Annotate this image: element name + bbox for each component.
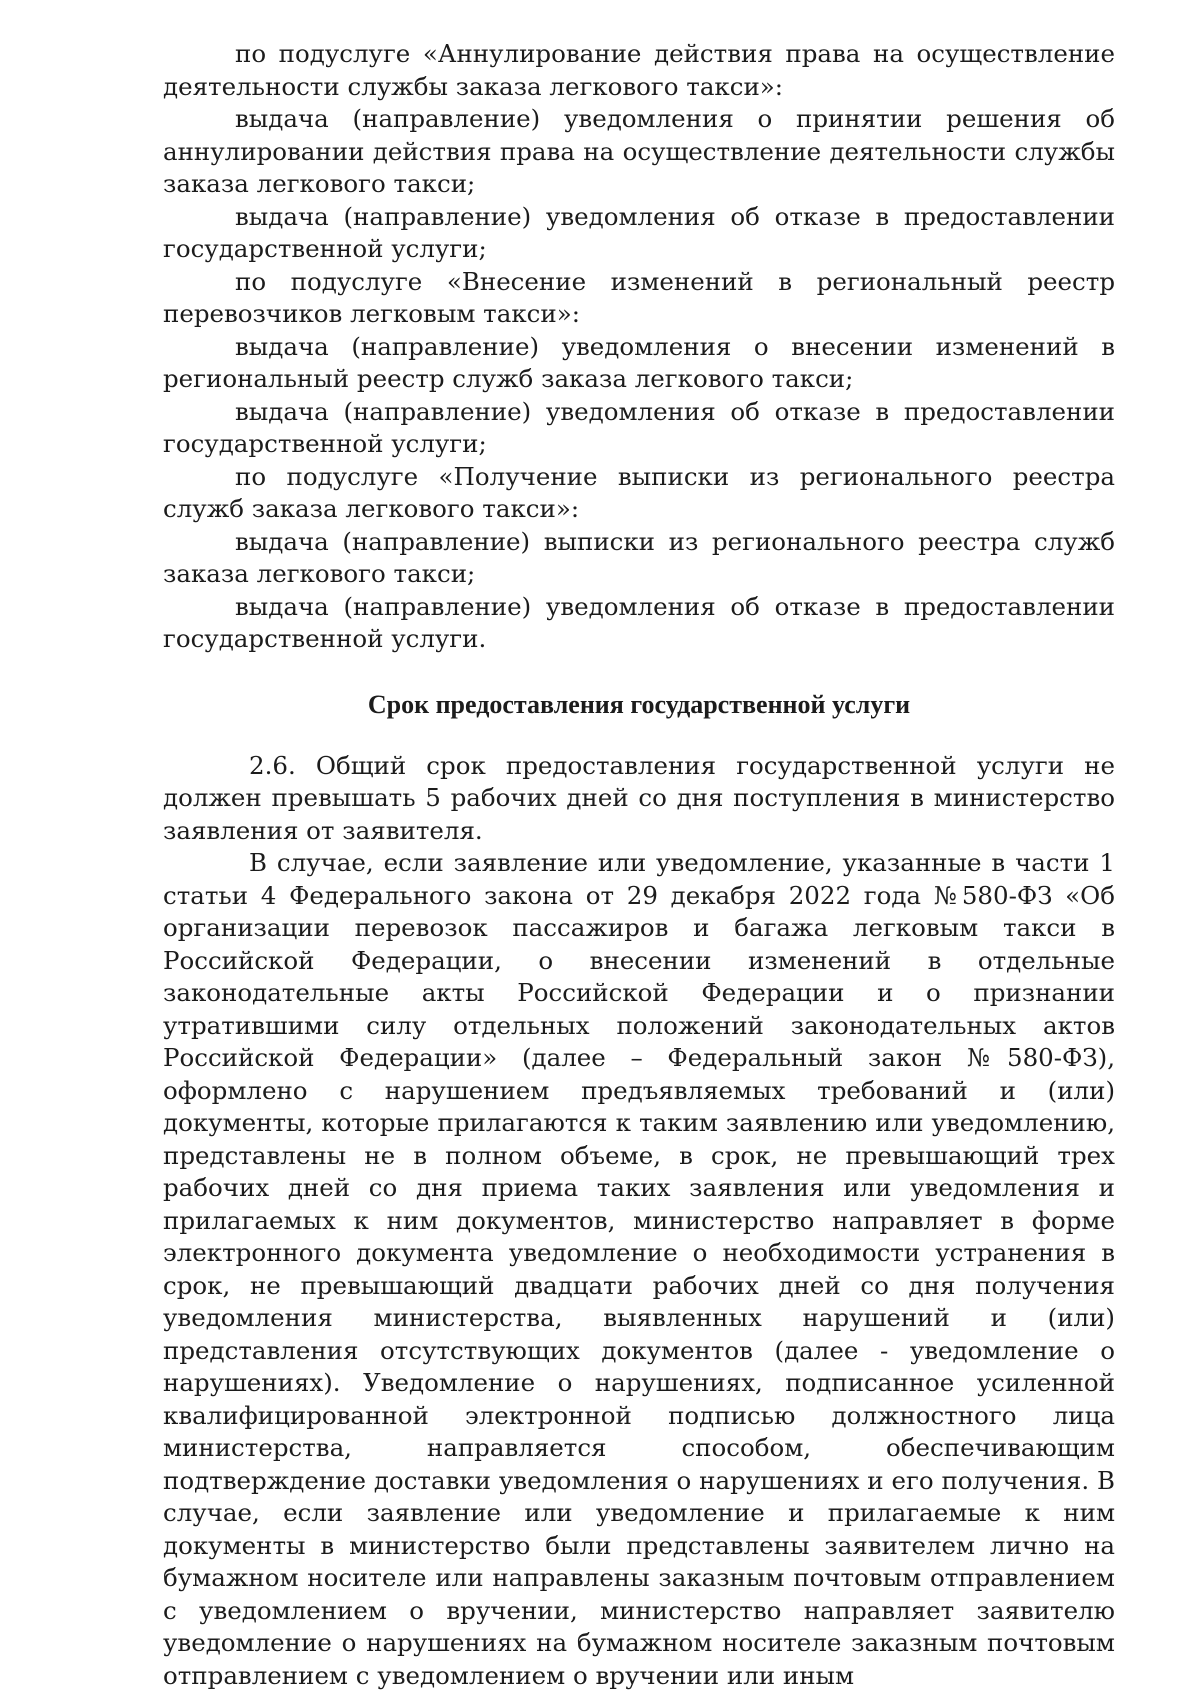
paragraph-subservice-annulment: по подуслуге «Аннулирование действия права на осуществление деятельности службы заказа легкового такси»: — [163, 39, 1115, 101]
document-page — [163, 38, 1115, 1692]
paragraph-extract-issuance: выдача (направление) выписки из регионального реестра служб заказа легкового такси; — [163, 526, 1115, 588]
paragraph-annulment-notice: выдача (направление) уведомления о принятии решения об аннулировании действия права на осуществление деятельности службы заказа легкового такси; — [163, 104, 1115, 198]
paragraph-register-changes-notice: выдача (направление) уведомления о внесении изменений в региональный реестр служб заказа легкового такси; — [163, 331, 1115, 393]
paragraph-subservice-register-changes: по подуслуге «Внесение изменений в региональный реестр перевозчиков легковым такси»: — [163, 266, 1115, 328]
section-body — [163, 750, 1115, 1693]
paragraph-violations-notice: В случае, если заявление или уведомление, указанные в части 1 статьи 4 Федерального закона от 29 декабря 2022 года №580-ФЗ «Об организации перевозок пассажиров и багажа легковым такси в Российской Федерации, о внесении изменений в отдельные законодательные акты Российской Федерации и о признании утратившими силу отдельных положений законодательных актов Российской Федерации» (далее – Федеральный закон №580-ФЗ), оформлено с нарушением предъявляемых требований и (или) документы, которые прилагаются к таким заявлению или уведомлению, представлены не в полном объеме, в срок, не превышающий трех рабочих дней со дня приема таких заявления или уведомления и прилагаемых к ним документов, министерство направляет в форме электронного документа уведомление о необходимости устранения в срок, не превышающий двадцати рабочих дней со дня получения уведомления министерства, выявленных нарушений и (или) представления отсутствующих документов (далее - уведомление о нарушениях). Уведомление о нарушениях, подписанное усиленной квалифицированной электронной подписью должностного лица министерства, направляется способом, обеспечивающим подтверждение доставки уведомления о нарушениях и его получения. В случае, если заявление или уведомление и прилагаемые к ним документы в министерство были представлены заявителем лично на бумажном носителе или направлены заказным почтовым отправлением с уведомлением о вручении, министерство направляет заявителю уведомление о нарушениях на бумажном носителе заказным почтовым отправлением с уведомлением о вручении или иным — [163, 848, 1115, 1690]
paragraph-2-6: 2.6. Общий срок предоставления государственной услуги не должен превышать 5 рабочих дней со дня поступления в министерство заявления от заявителя. — [163, 750, 1115, 845]
paragraph-subservice-extract: по подуслуге «Получение выписки из регионального реестра служб заказа легкового такси»: — [163, 461, 1115, 523]
paragraph-refusal-notice-3: выдача (направление) уведомления об отказе в предоставлении государственной услуги. — [163, 591, 1115, 653]
paragraph-refusal-notice-1: выдача (направление) уведомления об отказе в предоставлении государственной услуги; — [163, 201, 1115, 263]
section-heading: Срок предоставления государственной услуги — [367, 689, 911, 719]
paragraph-refusal-notice-2: выдача (направление) уведомления об отказе в предоставлении государственной услуги; — [163, 396, 1115, 458]
